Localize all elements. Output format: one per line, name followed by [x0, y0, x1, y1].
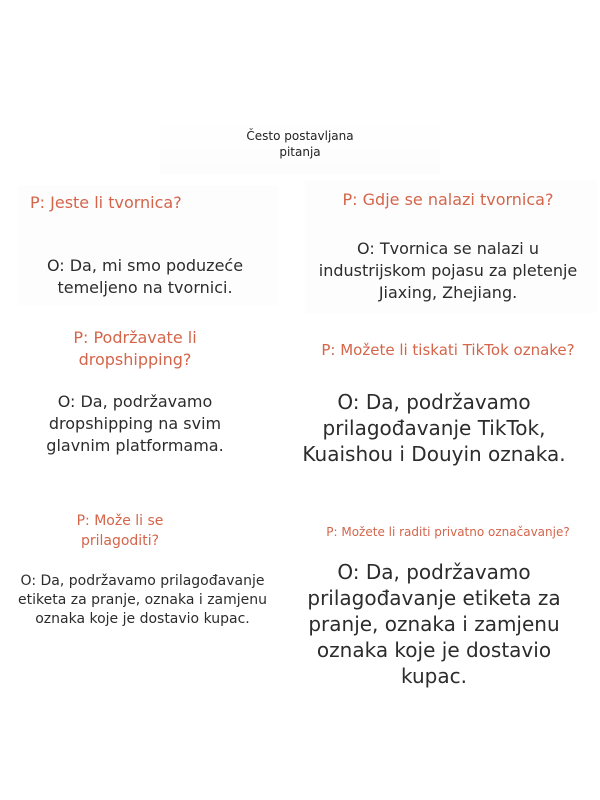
faq-answer-5: O: Da, podržavamo prilagođavanje etiketa za pranje, oznaka i zamjenu oznaka koje je dostavio kupac. [17, 573, 268, 627]
faq-answer-3: O: Da, podržavamo dropshipping na svim glavnim platformama. [46, 392, 224, 455]
faq-question-6: P: Možete li raditi privatno označavanje? [326, 525, 570, 539]
faq-answer-2: O: Tvornica se nalazi u industrijskom pojasu za pletenje Jiaxing, Zhejiang. [318, 239, 578, 302]
page-title-line-2: pitanja [279, 145, 321, 159]
faq-question-3: P: Podržavate li dropshipping? [73, 328, 197, 369]
faq-question-1: P: Jeste li tvornica? [30, 193, 182, 212]
faq-question-4: P: Možete li tiskati TikTok oznake? [321, 341, 575, 359]
faq-question-5: P: Može li se prilagoditi? [76, 513, 164, 549]
faq-answer-1: O: Da, mi smo poduzeće temeljeno na tvornici. [46, 256, 244, 297]
faq-answer-4: O: Da, podržavamo prilagođavanje TikTok, Kuaishou i Douyin oznaka. [302, 390, 566, 466]
faq-question-2: P: Gdje se nalazi tvornica? [342, 190, 554, 209]
page-title-line-1: Često postavljana [246, 129, 354, 143]
page-title [160, 118, 440, 174]
faq-answer-6: O: Da, podržavamo prilagođavanje etiketa za pranje, oznaka i zamjenu oznaka koje je dostavio kupac. [307, 560, 561, 688]
